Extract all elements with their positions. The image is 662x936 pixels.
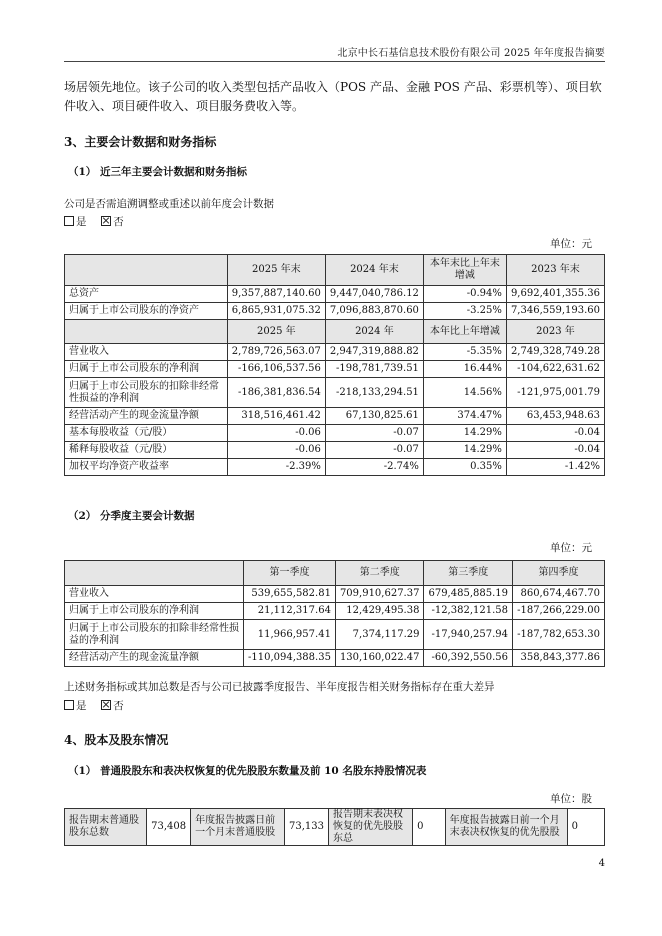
yes-label: 是 [76,216,87,228]
table-row [65,361,605,378]
quarterly-note: 上述财务指标或其加总数是否与公司已披露季度报告、半年度报告相关财务指标存在重大差异 [64,681,495,693]
cell: -0.07 [325,442,423,459]
table-row [65,442,605,459]
shareholders-total-value: 73,408 [147,809,191,846]
quarterly-financials-table [64,560,605,667]
cell: -187,266,229.00 [513,603,605,620]
intro-paragraph: 场居领先地位。该子公司的收入类型包括产品收入（POS 产品、金融 POS 产品、彩票机等）、项目软件收入、项目硬件收入、项目服务费收入等。 [64,80,602,113]
checkbox-checked-icon [101,216,111,226]
header-cell: 本年比上年增减 [423,320,506,344]
cell: -187,782,653.30 [513,620,605,650]
cell: -5.35% [423,344,506,361]
header-cell: 2023 年末 [506,255,604,286]
cell: 12,429,495.38 [335,603,424,620]
section4-title: 4、股本及股东情况 [64,733,169,747]
table-row [65,286,605,303]
cell: 318,516,461.42 [227,408,325,425]
cell: 679,485,885.19 [424,586,513,603]
cell: 9,447,040,786.12 [325,286,423,303]
row-label: 经营活动产生的现金流量净额 [65,408,228,425]
cell: -0.06 [227,442,325,459]
cell: 709,910,627.37 [335,586,424,603]
cell: -0.07 [325,425,423,442]
cell: 539,655,582.81 [244,586,336,603]
cell: 7,096,883,870.60 [325,303,423,320]
no-label: 否 [113,700,124,712]
cell: 2,947,319,888.82 [325,344,423,361]
header-cell: 2024 年末 [325,255,423,286]
page-header: 北京中长石基信息技术股份有限公司 2025 年年度报告摘要 [337,48,605,59]
cell: -1.42% [506,459,604,476]
row-label: 归属于上市公司股东的净资产 [65,303,228,320]
header-cell: 2024 年 [325,320,423,344]
row-label: 归属于上市公司股东的净利润 [65,603,244,620]
cell: -198,781,739.51 [325,361,423,378]
header-cell: 2025 年 [227,320,325,344]
checkbox-checked-icon [101,700,111,710]
unit-label: 单位：元 [550,542,592,554]
row-label: 归属于上市公司股东的扣除非经常性损益的净利润 [65,378,228,408]
cell: -186,381,836.54 [227,378,325,408]
cell: 358,843,377.86 [513,650,605,667]
cell: 2,789,726,563.07 [227,344,325,361]
retro-options [64,214,124,229]
checkbox-empty-icon [64,700,74,710]
table-row [65,809,605,846]
table-row [65,344,605,361]
cell: 14.29% [423,442,506,459]
cell: -0.94% [423,286,506,303]
table-row [65,650,605,667]
cell: 0.35% [423,459,506,476]
row-label: 总资产 [65,286,228,303]
shareholders-prior-month-value: 73,133 [284,809,328,846]
cell: 7,346,559,193.60 [506,303,604,320]
shareholders-total-label: 报告期末普通股股东总数 [65,809,147,846]
table-row [65,620,605,650]
row-label: 归属于上市公司股东的扣除非经常性损益的净利润 [65,620,244,650]
table-header-row [65,561,605,586]
row-label: 营业收入 [65,586,244,603]
cell: 63,453,948.63 [506,408,604,425]
row-label: 基本每股收益（元/股） [65,425,228,442]
cell: 9,692,401,355.36 [506,286,604,303]
cell: -0.06 [227,425,325,442]
cell: -2.39% [227,459,325,476]
cell: 21,112,317.64 [244,603,336,620]
cell: 16.44% [423,361,506,378]
shareholders-prior-month-label: 年度报告披露日前一个月末普通股股 [191,809,285,846]
header-cell: 第三季度 [424,561,513,586]
unit-label: 单位：元 [550,238,592,250]
cell: 14.29% [423,425,506,442]
section3-sub2-title: （2） 分季度主要会计数据 [68,510,195,522]
cell: -0.04 [506,425,604,442]
header-cell [65,255,228,286]
preferred-shareholders-value: 0 [413,809,446,846]
cell: 860,674,467.70 [513,586,605,603]
cell: 14.56% [423,378,506,408]
section4-sub1-title: （1） 普通股股东和表决权恢复的优先股股东数量及前 10 名股东持股情况表 [68,765,427,777]
row-label: 经营活动产生的现金流量净额 [65,650,244,667]
header-cell: 第一季度 [244,561,336,586]
row-label: 归属于上市公司股东的净利润 [65,361,228,378]
table-row [65,425,605,442]
retro-question: 公司是否需追溯调整或重述以前年度会计数据 [64,198,274,210]
header-cell: 第二季度 [335,561,424,586]
cell: -121,975,001.79 [506,378,604,408]
cell: -2.74% [325,459,423,476]
section3-title: 3、主要会计数据和财务指标 [64,135,217,149]
cell: 130,160,022.47 [335,650,424,667]
table-row [65,408,605,425]
annual-financials-table [64,254,605,476]
cell: 7,374,117.29 [335,620,424,650]
row-label: 稀释每股收益（元/股） [65,442,228,459]
section3-sub1-title: （1） 近三年主要会计数据和财务指标 [68,166,247,178]
table-row [65,459,605,476]
header-cell: 2025 年末 [227,255,325,286]
shareholder-count-table [64,808,605,846]
table-row [65,586,605,603]
header-rule [64,61,605,62]
cell: -17,940,257.94 [424,620,513,650]
cell: 11,966,957.41 [244,620,336,650]
cell: 9,357,887,140.60 [227,286,325,303]
header-cell: 第四季度 [513,561,605,586]
cell: 67,130,825.61 [325,408,423,425]
header-cell: 2023 年 [506,320,604,344]
table-row [65,603,605,620]
cell: 2,749,328,749.28 [506,344,604,361]
preferred-prior-month-label: 年度报告披露日前一个月末表决权恢复的优先股股 [445,809,567,846]
checkbox-empty-icon [64,216,74,226]
cell: -12,382,121.58 [424,603,513,620]
header-cell: 本年末比上年末增减 [423,255,506,286]
no-label: 否 [113,216,124,228]
cell: -104,622,631.62 [506,361,604,378]
cell: -110,094,388.35 [244,650,336,667]
row-label: 加权平均净资产收益率 [65,459,228,476]
table-header-row [65,255,605,286]
row-label: 营业收入 [65,344,228,361]
cell: -218,133,294.51 [325,378,423,408]
page-number: 4 [598,858,605,869]
cell: -60,392,550.56 [424,650,513,667]
preferred-shareholders-label: 报告期末表决权恢复的优先股股东总 [328,809,412,846]
header-cell [65,561,244,586]
cell: -166,106,537.56 [227,361,325,378]
cell: -0.04 [506,442,604,459]
note-options [64,698,124,713]
yes-label: 是 [76,700,87,712]
cell: 6,865,931,075.32 [227,303,325,320]
cell: -3.25% [423,303,506,320]
unit-label: 单位：股 [550,793,592,805]
preferred-prior-month-value: 0 [567,809,604,846]
table-row [65,378,605,408]
header-cell [65,320,228,344]
table-row [65,303,605,320]
table-header-row [65,320,605,344]
cell: 374.47% [423,408,506,425]
